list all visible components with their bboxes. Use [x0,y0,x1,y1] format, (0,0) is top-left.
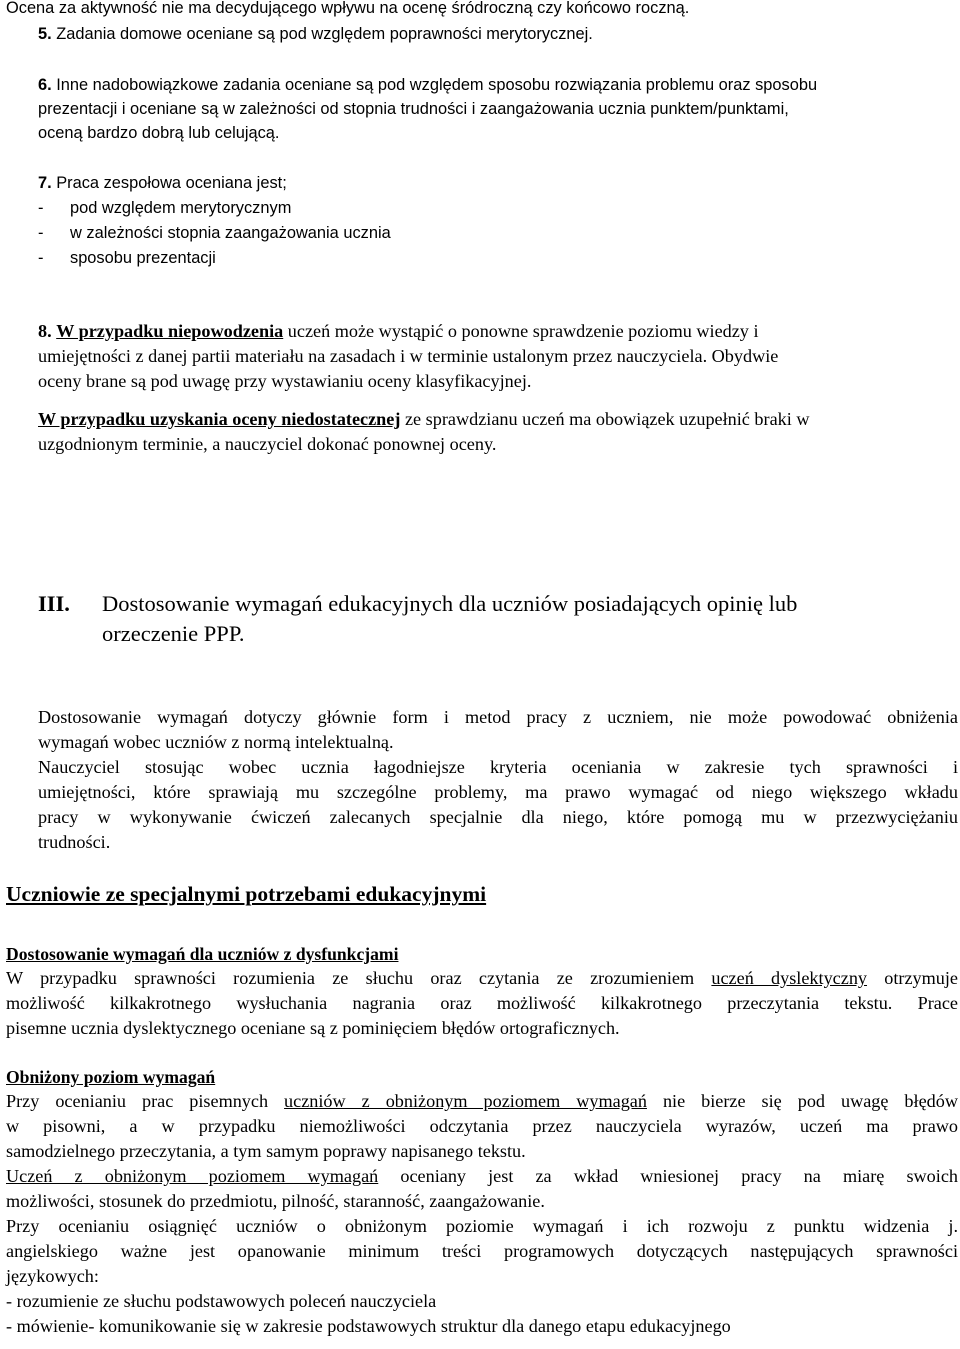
lowered-line-7: angielskiego ważne jest opanowanie minimum treści programowych dotyczących następujących sprawności [6,1241,958,1261]
para-1-line-4: umiejętności, które sprawiają mu szczególne problemy, ma prawo wymagać od niego większego wkładu [38,782,958,802]
para-1-line-1: Dostosowanie wymagań dotyczy głównie form i metod pracy z uczniem, nie może powodować obniżenia [38,707,958,727]
item-7-bullet-2: - w zależności stopnia zaangażowania ucznia [38,224,391,242]
dysfunctions-line-3: pisemne ucznia dyslektycznego oceniane są z pominięciem błędów ortograficznych. [6,1018,620,1038]
item-6-line-2: prezentacji i oceniane są w zależności od stopnia trudności i zaangażowania ucznia punktem/punktami, [38,100,789,118]
dyslexic-student-term: uczeń dyslektyczny [711,968,868,988]
item-8-emphasis: W przypadku niepowodzenia [56,321,284,341]
item-7-number: 7. [38,174,52,192]
lowered-line-3: samodzielnego przeczytania, a tym samym poprawy napisanego tekstu. [6,1141,526,1161]
lowered-line-2: w pisowni, a w przypadku niemożliwości odczytania przez nauczyciela wyrazów, uczeń ma prawo [6,1116,958,1136]
item-8-line-3: oceny brane są pod uwagę przy wystawianiu oceny klasyfikacyjnej. [38,371,532,391]
item-7-bullet-3: - sposobu prezentacji [38,249,216,267]
item-6-line-3: oceną bardzo dobrą lub celującą. [38,124,280,142]
item-6-number: 6. [38,76,52,94]
lowered-line-4: Uczeń z obniżonym poziomem wymagań oceniany jest za wkład wniesionej pracy na miarę swoich [6,1166,958,1186]
lowered-line-5: możliwości, stosunek do przedmiotu, pilność, staranność, zaangażowanie. [6,1191,545,1211]
item-6 [38,75,817,95]
item-8-number: 8. [38,321,52,341]
para-1-line-3: Nauczyciel stosując wobec ucznia łagodniejsze kryteria oceniania w zakresie tych sprawności i [38,757,958,777]
item-5-number: 5. [38,25,52,43]
line-activity-grade: Ocena za aktywność nie ma decydującego wpływu na ocenę śródroczną czy końcowo roczną. [6,0,690,17]
item-6-text: Inne nadobowiązkowe zadania oceniane są pod względem sposobu rozwiązania problemu oraz sposobu [51,76,818,94]
lowered-line-6: Przy ocenianiu osiągnięć uczniów o obniżonym poziomie wymagań i ich rozwoju z punktu widzenia j. [6,1216,958,1236]
lowered-students-term: uczniów z obniżonym poziomem wymagań [284,1091,647,1111]
failing-grade-note-line-2: uzgodnionym terminie, a nauczyciel dokonać ponownej oceny. [38,434,497,454]
item-7 [38,173,287,193]
item-5-text: Zadania domowe oceniane są pod względem poprawności merytorycznej. [51,25,593,43]
section-3-title-line-2: orzeczenie PPP. [102,621,245,646]
para-1-line-6: trudności. [38,832,111,852]
item-7-text: Praca zespołowa oceniana jest; [51,174,287,192]
para-1-line-5: pracy w wykonywanie ćwiczeń zalecanych specjalnie dla niego, które pomogą mu w przezwyciężaniu [38,807,958,827]
section-3-heading [38,590,797,618]
lowered-bullet-1: - rozumienie ze słuchu podstawowych poleceń nauczyciela [6,1291,437,1311]
special-needs-heading: Uczniowie ze specjalnymi potrzebami edukacyjnymi [6,882,487,906]
failing-grade-note: W przypadku uzyskania oceny niedostatecznej ze sprawdzianu uczeń ma obowiązek uzupełnić braki w [38,409,810,429]
lowered-bullet-2: - mówienie- komunikowanie się w zakresie podstawowych struktur dla danego etapu edukacyjnego [6,1316,731,1336]
item-5 [38,24,593,44]
item-7-bullet-1: - pod względem merytorycznym [38,199,292,217]
section-3-number: III. [38,591,70,616]
para-1-line-2: wymagań wobec uczniów z normą intelektualną. [38,732,394,752]
failing-grade-emphasis: W przypadku uzyskania oceny niedostatecznej [38,409,401,429]
item-8-line-2: umiejętności z danej partii materiału na zasadach i w terminie ustalonym przez nauczyciela. Obydwie [38,346,779,366]
dysfunctions-line-2: możliwość kilkakrotnego wysłuchania nagrania oraz możliwość kilkakrotnego przeczytania tekstu. Prace [6,993,958,1013]
dysfunctions-heading: Dostosowanie wymagań dla uczniów z dysfunkcjami [6,944,399,964]
lowered-requirements-heading: Obniżony poziom wymagań [6,1067,216,1087]
lowered-student-term: Uczeń z obniżonym poziomem wymagań [6,1166,379,1186]
item-8 [38,320,759,342]
dysfunctions-line-1: W przypadku sprawności rozumienia ze słuchu oraz czytania ze zrozumieniem uczeń dyslektyczny otrzymuje [6,968,958,988]
lowered-line-1: Przy ocenianiu prac pisemnych uczniów z obniżonym poziomem wymagań nie bierze się pod uwagę błędów [6,1091,958,1111]
lowered-line-8: językowych: [6,1266,99,1286]
section-3-title: Dostosowanie wymagań edukacyjnych dla uczniów posiadających opinię lub [102,591,798,616]
item-8-text: uczeń może wystąpić o ponowne sprawdzenie poziomu wiedzy i [283,321,759,341]
